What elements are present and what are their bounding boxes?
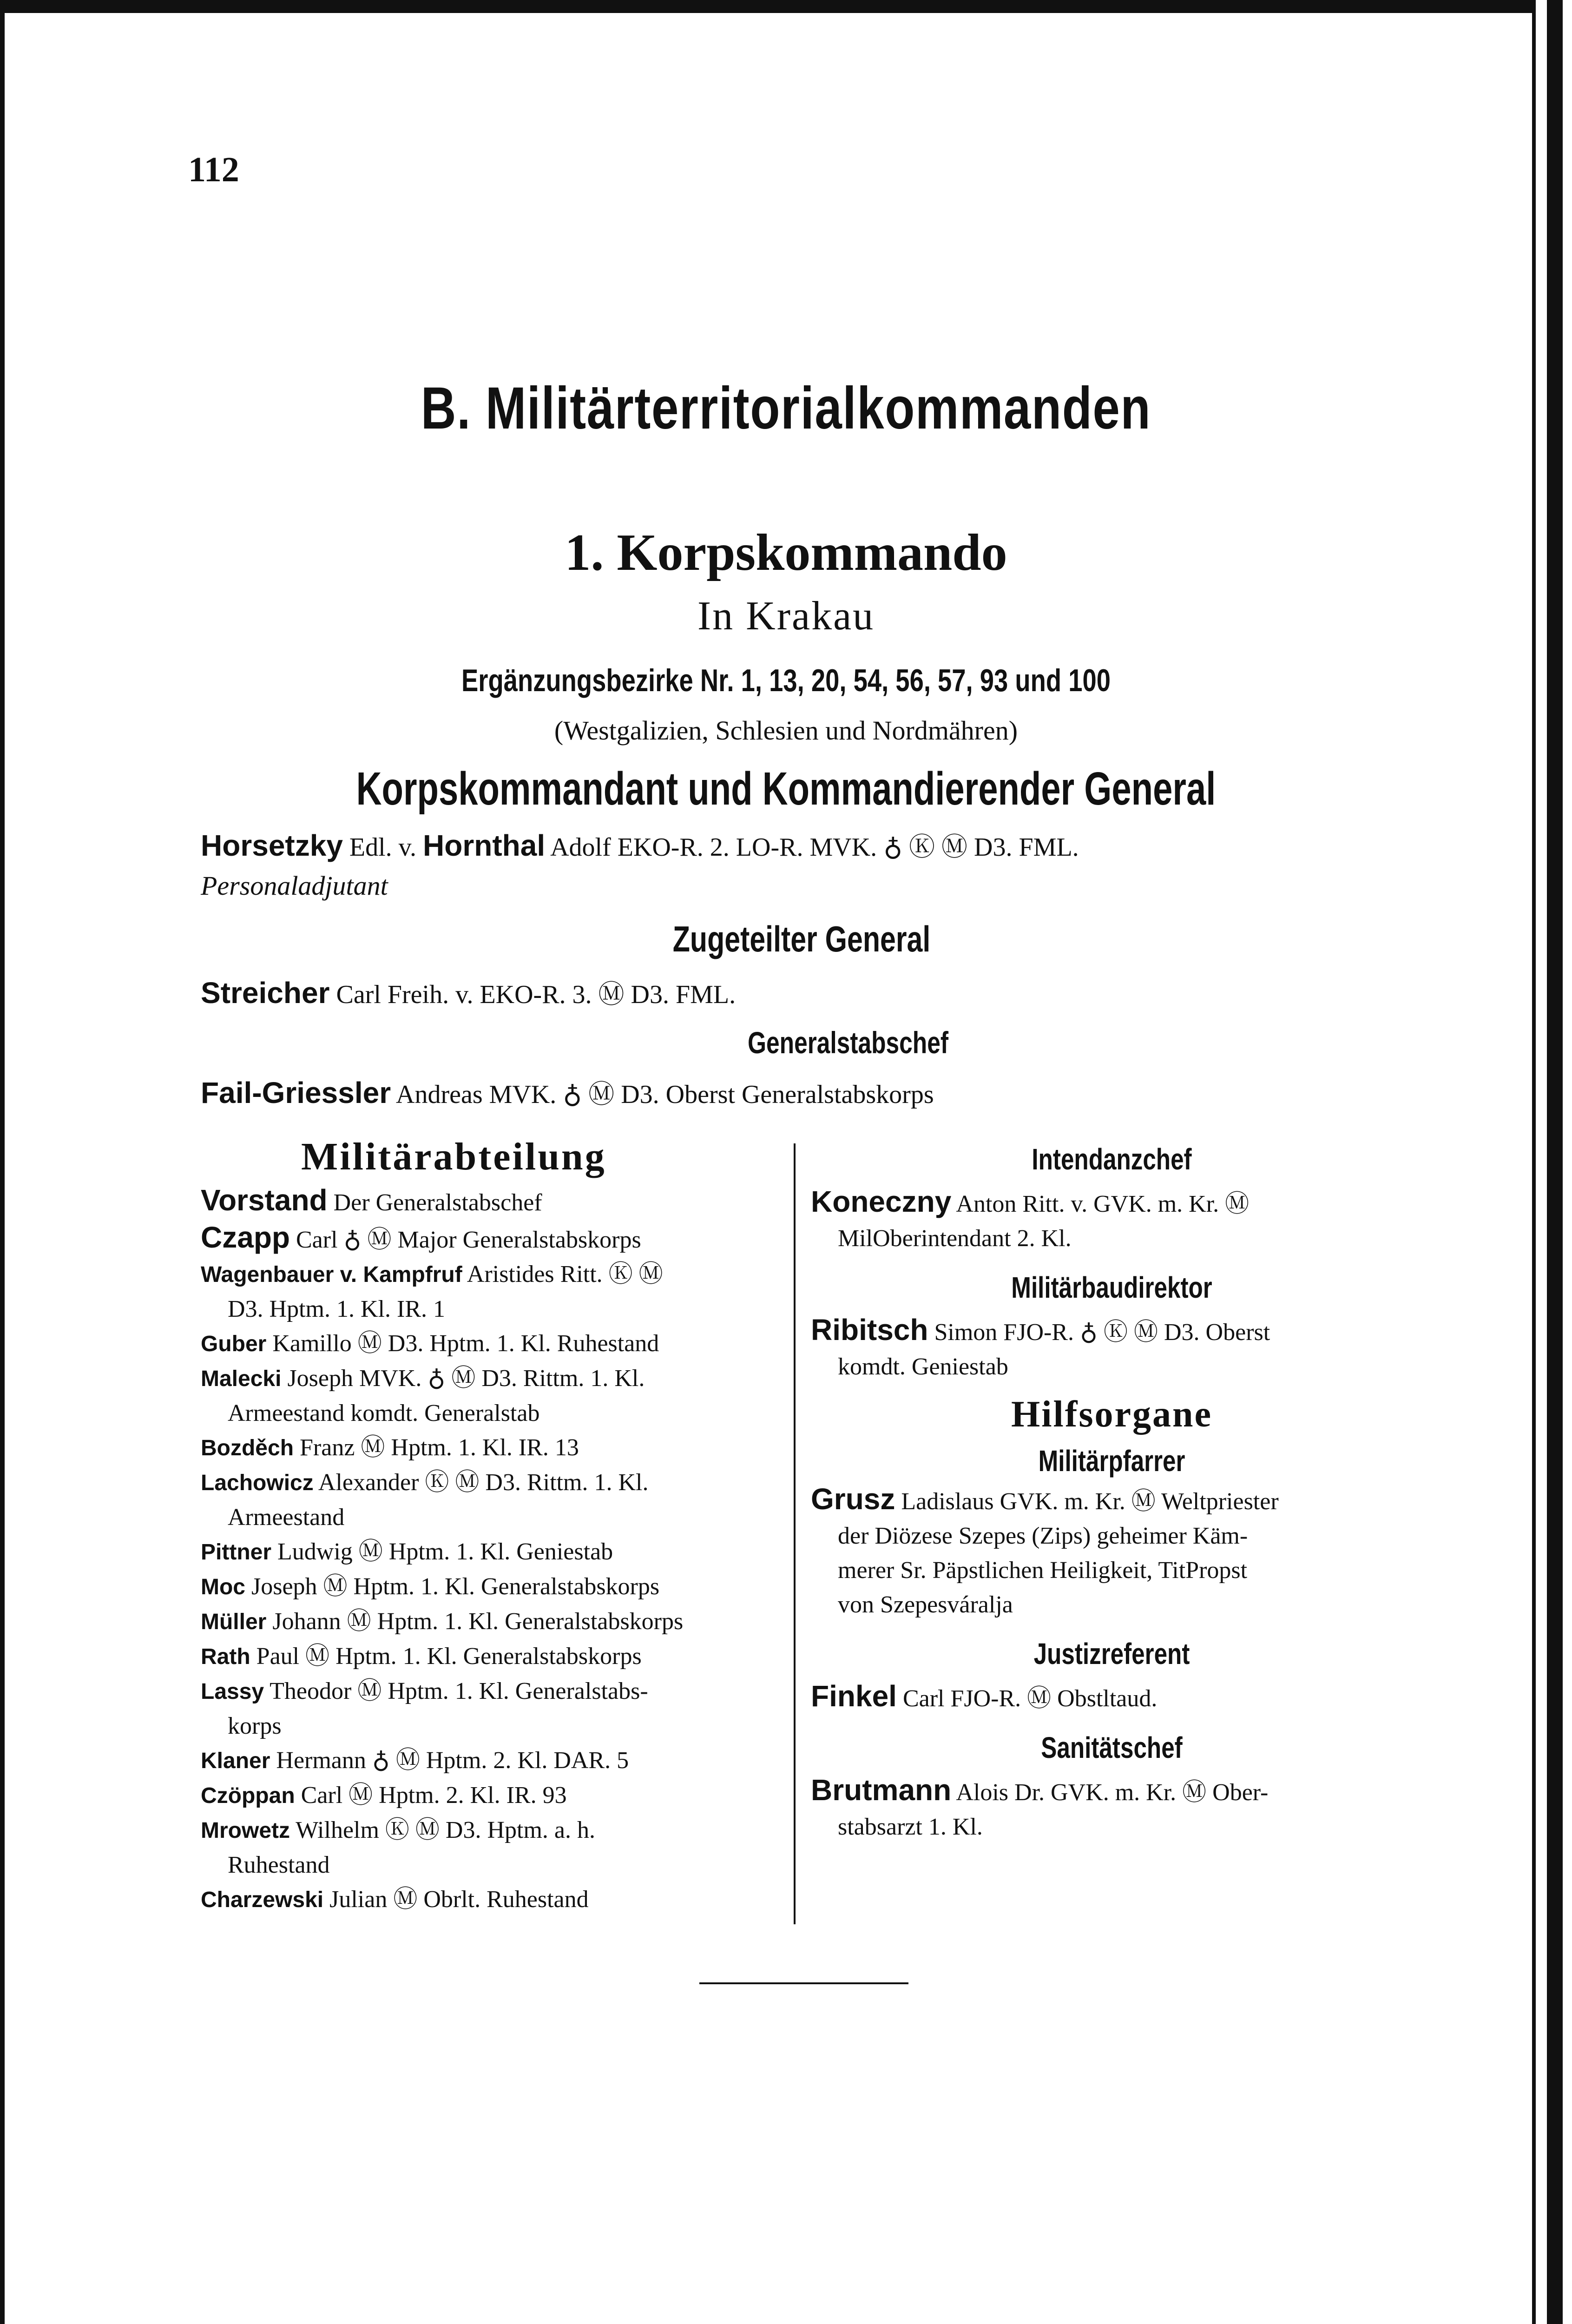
- list-item: Bozděch Franz Ⓜ Hptm. 1. Kl. IR. 13: [201, 1434, 579, 1461]
- column-divider: [794, 1143, 796, 1924]
- building-director-heading: Militärbaudirektor: [1011, 1271, 1212, 1304]
- bottom-divider: [699, 1982, 908, 1984]
- chief-of-staff-entry: [201, 1074, 934, 1111]
- military-department-list: [201, 1183, 786, 1917]
- commander-name2: Hornthal: [423, 829, 546, 862]
- list-item: Lassy Theodor Ⓜ Hptm. 1. Kl. Generalstabs-: [201, 1678, 648, 1704]
- commander-heading: Korpskommandant und Kommandierender General: [356, 763, 1216, 815]
- chaplain-entry: Grusz Ladislaus GVK. m. Kr. Ⓜ Weltpriester: [811, 1482, 1279, 1516]
- list-item: Klaner Hermann ♁ Ⓜ Hptm. 2. Kl. DAR. 5: [201, 1747, 629, 1774]
- chaplain-continuation: von Szepesváralja: [838, 1591, 1013, 1618]
- scan-border-top: [0, 0, 1572, 13]
- list-item: Lachowicz Alexander Ⓚ Ⓜ D3. Rittm. 1. Kl.: [201, 1469, 649, 1496]
- building-director-entry: Ribitsch Simon FJO-R. ♁ Ⓚ Ⓜ D3. Oberst: [811, 1313, 1270, 1347]
- justice-heading: Justizreferent: [1033, 1637, 1190, 1670]
- list-item: Wagenbauer v. Kampfruf Aristides Ritt. Ⓚ Ⓜ: [201, 1261, 663, 1287]
- medical-entry: Brutmann Alois Dr. GVK. m. Kr. Ⓜ Ober-: [811, 1773, 1269, 1807]
- scan-border-left: [0, 0, 5, 2324]
- medical-continuation: stabsarzt 1. Kl.: [838, 1814, 983, 1840]
- assigned-general-details: Carl Freih. v. EKO-R. 3. Ⓜ D3. FML.: [336, 980, 736, 1009]
- adjutant-label: Personaladjutant: [201, 871, 388, 901]
- main-title: B. Militärterritorialkommanden: [421, 375, 1151, 442]
- list-item: Pittner Ludwig Ⓜ Hptm. 1. Kl. Geniestab: [201, 1538, 613, 1565]
- scan-border-right-inner: [1547, 0, 1563, 2324]
- regions-line: (Westgalizien, Schlesien und Nordmähren): [554, 715, 1018, 746]
- commander-title: Edl. v.: [349, 833, 417, 862]
- page-number: 112: [188, 150, 239, 189]
- assigned-general-name: Streicher: [201, 976, 330, 1010]
- intendant-continuation: MilOberintendant 2. Kl.: [838, 1225, 1072, 1252]
- medical-heading: Sanitätschef: [1041, 1731, 1183, 1764]
- commander-details: Adolf EKO-R. 2. LO-R. MVK. ♁ Ⓚ Ⓜ D3. FML.: [550, 833, 1079, 862]
- list-item: Müller Johann Ⓜ Hptm. 1. Kl. Generalstabskorps: [201, 1608, 684, 1635]
- list-item: Czöppan Carl Ⓜ Hptm. 2. Kl. IR. 93: [201, 1782, 567, 1809]
- list-item: Guber Kamillo Ⓜ D3. Hptm. 1. Kl. Ruhestand: [201, 1330, 659, 1357]
- right-column: [811, 1134, 1413, 1844]
- list-item: Czapp Carl ♁ Ⓜ Major Generalstabskorps: [201, 1221, 641, 1254]
- building-director-continuation: komdt. Geniestab: [838, 1353, 1008, 1380]
- list-item: Charzewski Julian Ⓜ Obrlt. Ruhestand: [201, 1886, 589, 1913]
- list-item-continuation: Armeestand komdt. Generalstab: [228, 1400, 540, 1426]
- corps-location: In Krakau: [697, 594, 875, 639]
- commander-name: Horsetzky: [201, 829, 343, 862]
- districts-line: Ergänzungsbezirke Nr. 1, 13, 20, 54, 56, 57, 93 und 100: [461, 663, 1111, 698]
- list-item: Rath Paul Ⓜ Hptm. 1. Kl. Generalstabskorps: [201, 1643, 642, 1670]
- intendant-heading: Intendanzchef: [1032, 1142, 1192, 1176]
- chief-of-staff-name: Fail-Griessler: [201, 1076, 391, 1109]
- chief-of-staff-details: Andreas MVK. ♁ Ⓜ D3. Oberst Generalstabskorps: [396, 1080, 934, 1109]
- assigned-general-entry: [201, 974, 736, 1011]
- list-item: Malecki Joseph MVK. ♁ Ⓜ D3. Rittm. 1. Kl.: [201, 1365, 645, 1392]
- chaplain-continuation: merer Sr. Päpstlichen Heiligkeit, TitPropst: [838, 1557, 1248, 1584]
- commander-entry: [201, 826, 1079, 864]
- list-item-continuation: Armeestand: [228, 1504, 345, 1531]
- assigned-general-heading: Zugeteilter General: [672, 918, 931, 959]
- list-item-continuation: D3. Hptm. 1. Kl. IR. 1: [228, 1296, 445, 1322]
- auxiliary-organs-heading: Hilfsorgane: [1011, 1394, 1212, 1435]
- military-department-heading: Militärabteilung: [301, 1135, 606, 1178]
- chief-of-staff-heading: Generalstabschef: [747, 1025, 949, 1060]
- list-item-continuation: korps: [228, 1713, 282, 1739]
- chaplain-heading: Militärpfarrer: [1038, 1444, 1185, 1478]
- list-item: Moc Joseph Ⓜ Hptm. 1. Kl. Generalstabskorps: [201, 1573, 660, 1600]
- intendant-entry: Koneczny Anton Ritt. v. GVK. m. Kr. Ⓜ: [811, 1185, 1250, 1218]
- list-item: Vorstand Der Generalstabschef: [201, 1183, 542, 1217]
- chaplain-continuation: der Diözese Szepes (Zips) geheimer Käm-: [838, 1523, 1248, 1549]
- corps-title: 1. Korpskommando: [565, 524, 1007, 581]
- list-item-continuation: Ruhestand: [228, 1852, 330, 1878]
- list-item: Mrowetz Wilhelm Ⓚ Ⓜ D3. Hptm. a. h.: [201, 1817, 596, 1843]
- justice-entry: Finkel Carl FJO-R. Ⓜ Obstltaud.: [811, 1679, 1158, 1713]
